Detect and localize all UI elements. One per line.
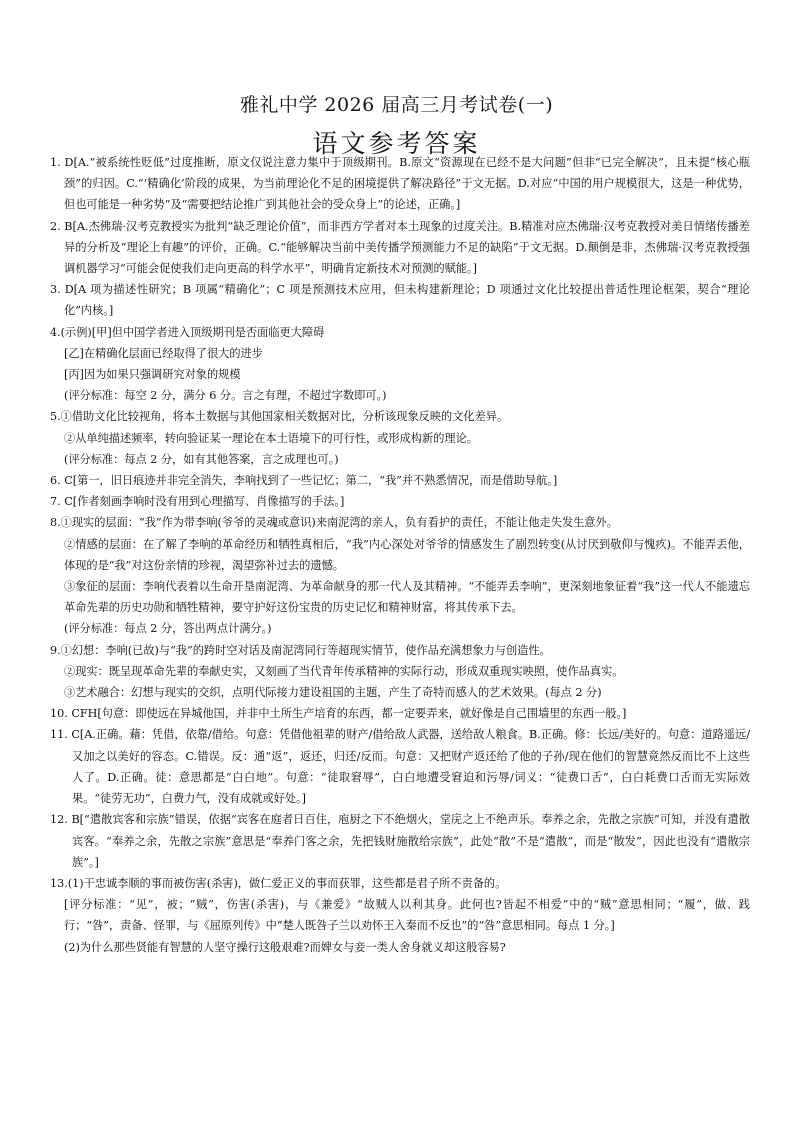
answer-q13-scoring: [评分标准：“见”，被；“贼”，伤害(杀害)，与《兼爱》“故贼人以利其身。此何也?皆起不相爱”中的“贼”意思相同；“履”，做、践行；“咎”，责备、怪罪，与《屈原列传》中“楚人既咎子兰以劝怀王入秦而不反也”的“咎”意思相同。每点 1 分。] — [64, 898, 750, 933]
answer-q9: 9.①幻想：李响(已故)与“我”的跨时空对话及南泥湾同行等超现实情节，使作品充满想象力与创造性。 — [50, 643, 551, 657]
answer-q5: 5.①借助文化比较视角，将本土数据与其他国家相关数据对比，分析该现象反映的文化差异。 — [50, 410, 509, 424]
answer-q2: 2. B[A.杰佛瑞·汉考克教授实为批判“缺乏理论价值”，而非西方学者对本土现象的过度关注。B.精准对应杰佛瑞·汉考克教授对美日情绪传播差异的分析及“理论上有趣”的评价，正确。C.“能够解决当前中美传播学预测能力不足的缺陷”于文无据。D.颠倒是非，杰佛瑞·汉考克教授强调机器学习“可能会促使我们走向更高的科学水平”，明确肯定新技术对预测的赋能。] — [50, 219, 750, 276]
answer-q7: 7. C[作者刻画李响时没有用到心理描写、肖像描写的手法。] — [50, 495, 345, 509]
answer-q9-c: ③艺术融合：幻想与现实的交织，点明代际接力建设祖国的主题，产生了奇特而感人的艺术效果。(每点 2 分) — [64, 686, 602, 700]
answer-q8-b: ②情感的层面：在了解了李响的革命经历和牺牲真相后，“我”内心深处对爷爷的情感发生了剧烈转变(从讨厌到敬仰与愧疚)。不能弄丢他，体现的是“我”对这份亲情的珍视，渴望弥补过去的遗憾。 — [64, 537, 750, 572]
answer-q10: 10. CFH[句意：即使远在异城他国，并非中土所生产培育的东西，都一定要弄来，就好像是自己围墙里的东西一般。] — [50, 707, 627, 721]
answer-q6: 6. C[第一，旧日痕迹并非完全消失，李响找到了一些记忆；第二，“我”并不熟悉情况，而是借助导航。] — [50, 474, 558, 488]
answer-q13-1: 13.(1)干忠诚李顺的事而被伤害(杀害)，做仁爱正义的事而获罪，这些都是君子所不责备的。 — [50, 876, 507, 890]
answer-content — [50, 152, 750, 958]
answer-q4-b: [乙]在精确化层面已经取得了很大的进步 — [64, 346, 263, 360]
answer-q8: 8.①现实的层面：“我”作为带李响(爷爷的灵魂或意识)来南泥湾的亲人，负有看护的责任，不能让他走失发生意外。 — [50, 516, 618, 530]
answer-q4: 4.(示例)[甲]但中国学者进入顶级期刊是否面临更大障碍 — [50, 325, 325, 339]
answer-q8-scoring: (评分标准：每点 2 分，答出两点计满分。) — [64, 622, 272, 636]
answer-q8-c: ③象征的层面：李响代表着以生命开垦南泥湾、为革命献身的那一代人及其精神。“不能弄丢李响”，更深刻地象征着“我”这一代人不能遗忘革命先辈的历史功勋和牺牲精神，要守护好这份宝贵的历史记忆和精神财富，将其传承下去。 — [64, 580, 750, 615]
answer-q12: 12. B[“遣散宾客和宗族”错误，依据“宾客在庭者日百住，庖厨之下不绝烟火，堂庑之上不绝声乐。奉养之余，先散之宗族”可知，并没有遣散宾客。“奉养之余，先散之宗族”意思是“奉养门客之余，先把钱财施散给宗族”，此处“散”不是“遣散”，而是“散发”，因此也没有“遣散宗族”。] — [50, 813, 750, 869]
answer-key-title: 语文参考答案 — [312, 129, 481, 158]
answer-q5-scoring: (评分标准：每点 2 分，如有其他答案，言之成理也可。) — [64, 452, 339, 466]
answer-q1: 1. D[A.“被系统性贬低”过度推断，原文仅说注意力集中于顶级期刊。B.原文“资源现在已经不是大问题”但非“已完全解决”，且未提“核心瓶颈”的归因。C.“‘精确化’阶段的成果，为当前理论化不足的困境提供了解决路径”于文无据。D.对应“中国的用户规模很大，这是一种优势，但也可能是一种劣势”及“需要把结论推广到其他社会的受众身上”的论述，正确。] — [50, 156, 750, 212]
answer-q9-b: ②现实：既呈现革命先辈的奉献史实，又刻画了当代青年传承精神的实际行动，形成双重现实映照，使作品真实。 — [64, 664, 624, 678]
answer-q5-b: ②从单纯描述频率，转向验证某一理论在本土语境下的可行性，或形成构新的理论。 — [64, 431, 478, 445]
answer-q4-c: [丙]因为如果只强调研究对象的规模 — [64, 368, 241, 382]
answer-q11: 11. C[A.正确。藉：凭借，依靠/借给。句意：凭借他祖辈的财产/借给敌人武器，送给敌人粮食。B.正确。修：长远/美好的。句意：道路遥远/又加之以美好的容态。C.错误。反：通“返”，返还，归还/反而。句意：又把财产返还给了他的子孙/现在他们的智慧竟然反而比不上这些人了。D.正确。徒：意思都是“白白地”。句意：“徒取窘辱”，白白地遭受窘迫和污辱/词义：“徒费口舌”，白白耗费口舌而无实际效果。“徒劳无功”，白费力气，没有成就或好处。] — [50, 728, 750, 806]
answer-q4-scoring: (评分标准：每空 2 分，满分 6 分。言之有理，不超过字数即可。) — [64, 389, 387, 403]
answer-q13-2: (2)为什么那些贤能有智慧的人坚守操行这般艰难?而婢女与妾一类人舍身就义却这般容易? — [64, 940, 506, 954]
exam-title: 雅礼中学 2026 届高三月考试卷(一) — [239, 94, 554, 116]
answer-q3: 3. D[A 项为描述性研究；B 项属“精确化”；C 项是预测技术应用，但未构建新理论；D 项通过文化比较提出普适性理论框架，契合“理论化”内核。] — [50, 283, 750, 318]
